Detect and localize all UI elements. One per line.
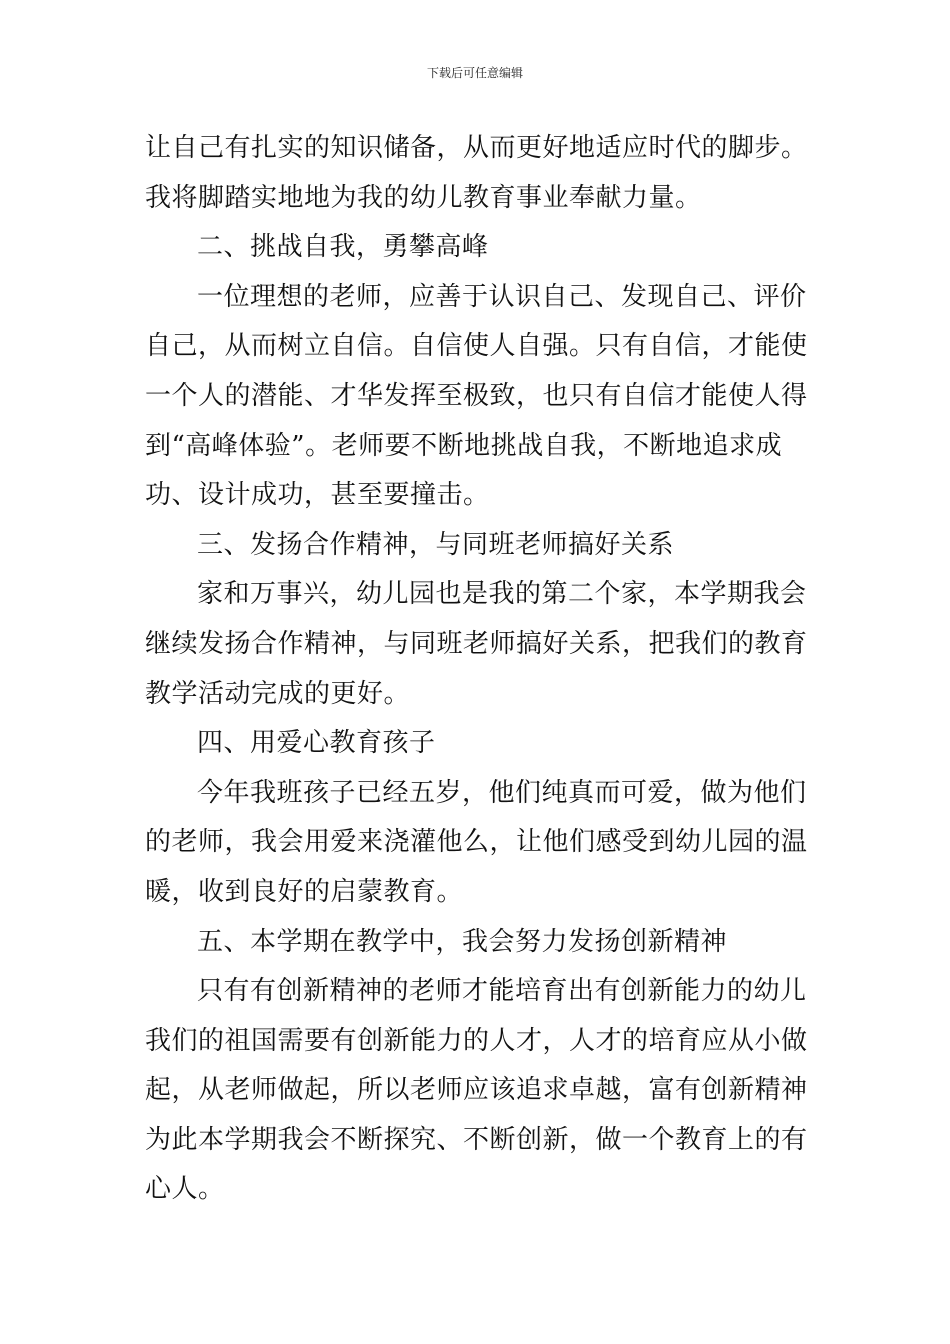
text-line: 只有有创新精神的老师才能培育出有创新能力的幼儿	[197, 976, 807, 1007]
text-line: 功、设计成功，甚至要撞击。	[145, 480, 490, 511]
text-line: 的老师，我会用爱来浇灌他么，让他们感受到幼儿园的温	[145, 827, 808, 858]
section-heading: 二、挑战自我，勇攀高峰	[197, 232, 489, 263]
text-line: 心人。	[145, 1174, 225, 1205]
text-line: 自己，从而树立自信。自信使人自强。只有自信，才能使	[145, 331, 808, 362]
text-line: 起，从老师做起，所以老师应该追求卓越，富有创新精神	[145, 1075, 808, 1106]
text-line: 暖，收到良好的启蒙教育。	[145, 876, 464, 907]
page-header: 下载后可任意编辑	[426, 66, 523, 80]
text-line: 今年我班孩子已经五岁，他们纯真而可爱，做为他们	[197, 777, 807, 808]
text-line: 继续发扬合作精神，与同班老师搞好关系，把我们的教育	[145, 628, 808, 659]
text-line: 让自己有扎实的知识储备，从而更好地适应时代的脚步。	[145, 133, 808, 163]
text-line: 家和万事兴，幼儿园也是我的第二个家，本学期我会	[197, 579, 807, 610]
document-body	[145, 124, 810, 1215]
text-line: 一个人的潜能、才华发挥至极致，也只有自信才能使人得	[145, 380, 808, 411]
text-line: 为此本学期我会不断探究、不断创新，做一个教育上的有	[145, 1124, 808, 1155]
section-heading: 三、发扬合作精神，与同班老师搞好关系	[197, 529, 675, 560]
text-line: 一位理想的老师，应善于认识自己、发现自己、评价	[197, 281, 807, 312]
text-line: 教学活动完成的更好。	[145, 678, 411, 709]
text-line: 到“高峰体验”。老师要不断地挑战自我，不断地追求成	[145, 430, 783, 461]
text-line: 我将脚踏实地地为我的幼儿教育事业奉献力量。	[145, 182, 702, 213]
section-heading: 四、用爱心教育孩子	[197, 728, 436, 759]
text-line: 我们的祖国需要有创新能力的人才，人才的培育应从小做	[145, 1025, 808, 1056]
section-heading: 五、本学期在教学中，我会努力发扬创新精神	[197, 926, 728, 957]
